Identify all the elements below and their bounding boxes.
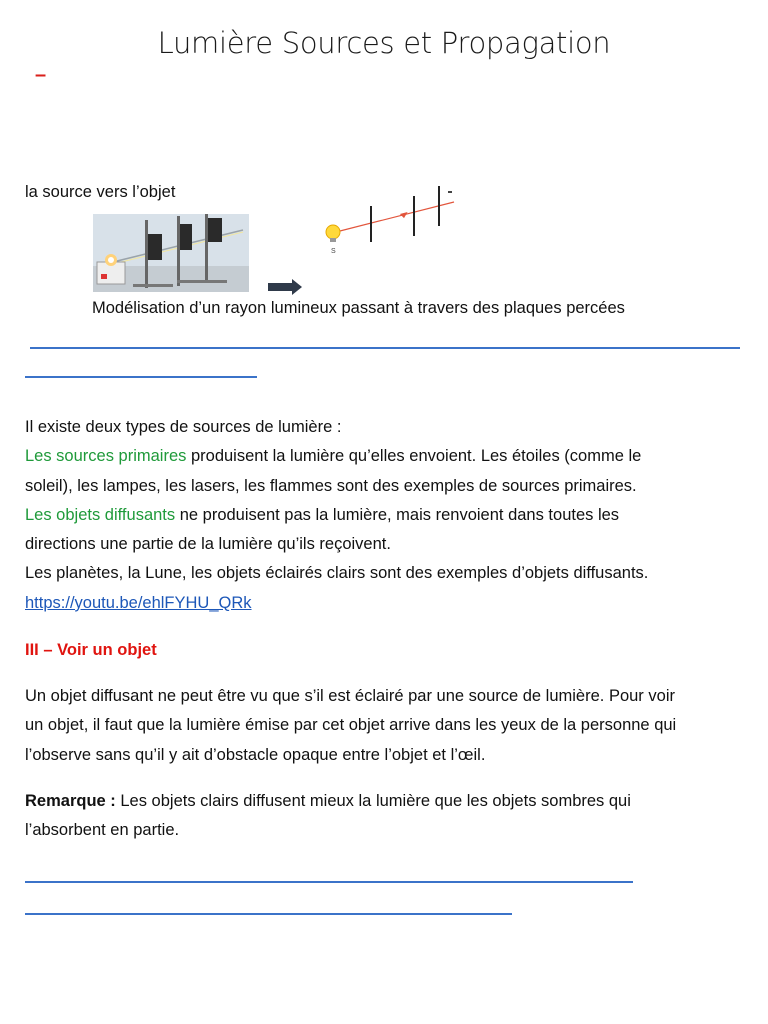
plate-3 [438,186,440,226]
blank-rule-2 [25,376,257,378]
blank-rule-4 [25,913,512,915]
experiment-photo-drawing [93,214,249,292]
remark-line-1: Les objets clairs diffusent mieux la lumière que les objets sombres qui [115,792,631,810]
title-dash: – [35,64,47,86]
sources-paragraph [25,413,745,618]
section3-line-2: un objet, il faut que la lumière émise par cet objet arrive dans les yeux de la personne qui [25,716,677,735]
blank-rule-1 [30,347,740,349]
plate-mark [448,191,452,193]
plate-2 [413,196,415,236]
primary-line-1 [25,442,745,471]
youtube-link[interactable]: https://youtu.be/ehlFYHU_QRk [25,593,252,612]
diffuse-line-2: directions une partie de la lumière qu’ils reçoivent. [25,535,391,554]
primary-term: Les sources primaires [25,447,187,466]
bulb-icon [326,225,340,239]
primary-line-2: soleil), les lampes, les lasers, les flammes sont des exemples de sources primaires. [25,476,637,495]
experiment-photo [93,214,249,292]
figure-caption: Modélisation d’un rayon lumineux passant à travers des plaques percées [92,299,625,317]
page-title: Lumière Sources et Propagation [157,26,611,60]
primary-text-1: produisent la lumière qu’elles envoient. Les étoiles (comme le [186,447,642,466]
remark-line-2: l’absorbent en partie. [25,821,180,840]
diffuse-line-1 [25,501,745,530]
section3-line-3: l’observe sans qu’il y ait d’obstacle opaque entre l’objet et l’œil. [25,745,486,764]
bulb-base [330,238,336,242]
diffuse-text-1: ne produisent pas la lumière, mais renvoient dans toutes les [175,505,620,524]
plate-1 [370,206,372,242]
intro-fragment: la source vers l’objet [25,183,176,201]
diffuse-term: Les objets diffusants [25,505,176,524]
remark-label: Remarque : [25,792,116,810]
blank-rule-3 [25,881,633,883]
section3-paragraph [25,682,745,770]
section3-line-1: Un objet diffusant ne peut être vu que s’il est éclairé par une source de lumière. Pour voir [25,687,675,705]
sources-intro: Il existe deux types de sources de lumière : [25,418,342,436]
light-ray [336,202,454,232]
remark-paragraph [25,787,745,846]
diffuse-examples: Les planètes, la Lune, les objets éclairés clairs sont des exemples d’objets diffusants. [25,564,649,583]
ray-diagram [318,180,458,258]
arrow-right-icon [268,279,304,295]
source-label: S [331,248,336,255]
section-heading-voir-objet: III – Voir un objet [25,641,157,659]
